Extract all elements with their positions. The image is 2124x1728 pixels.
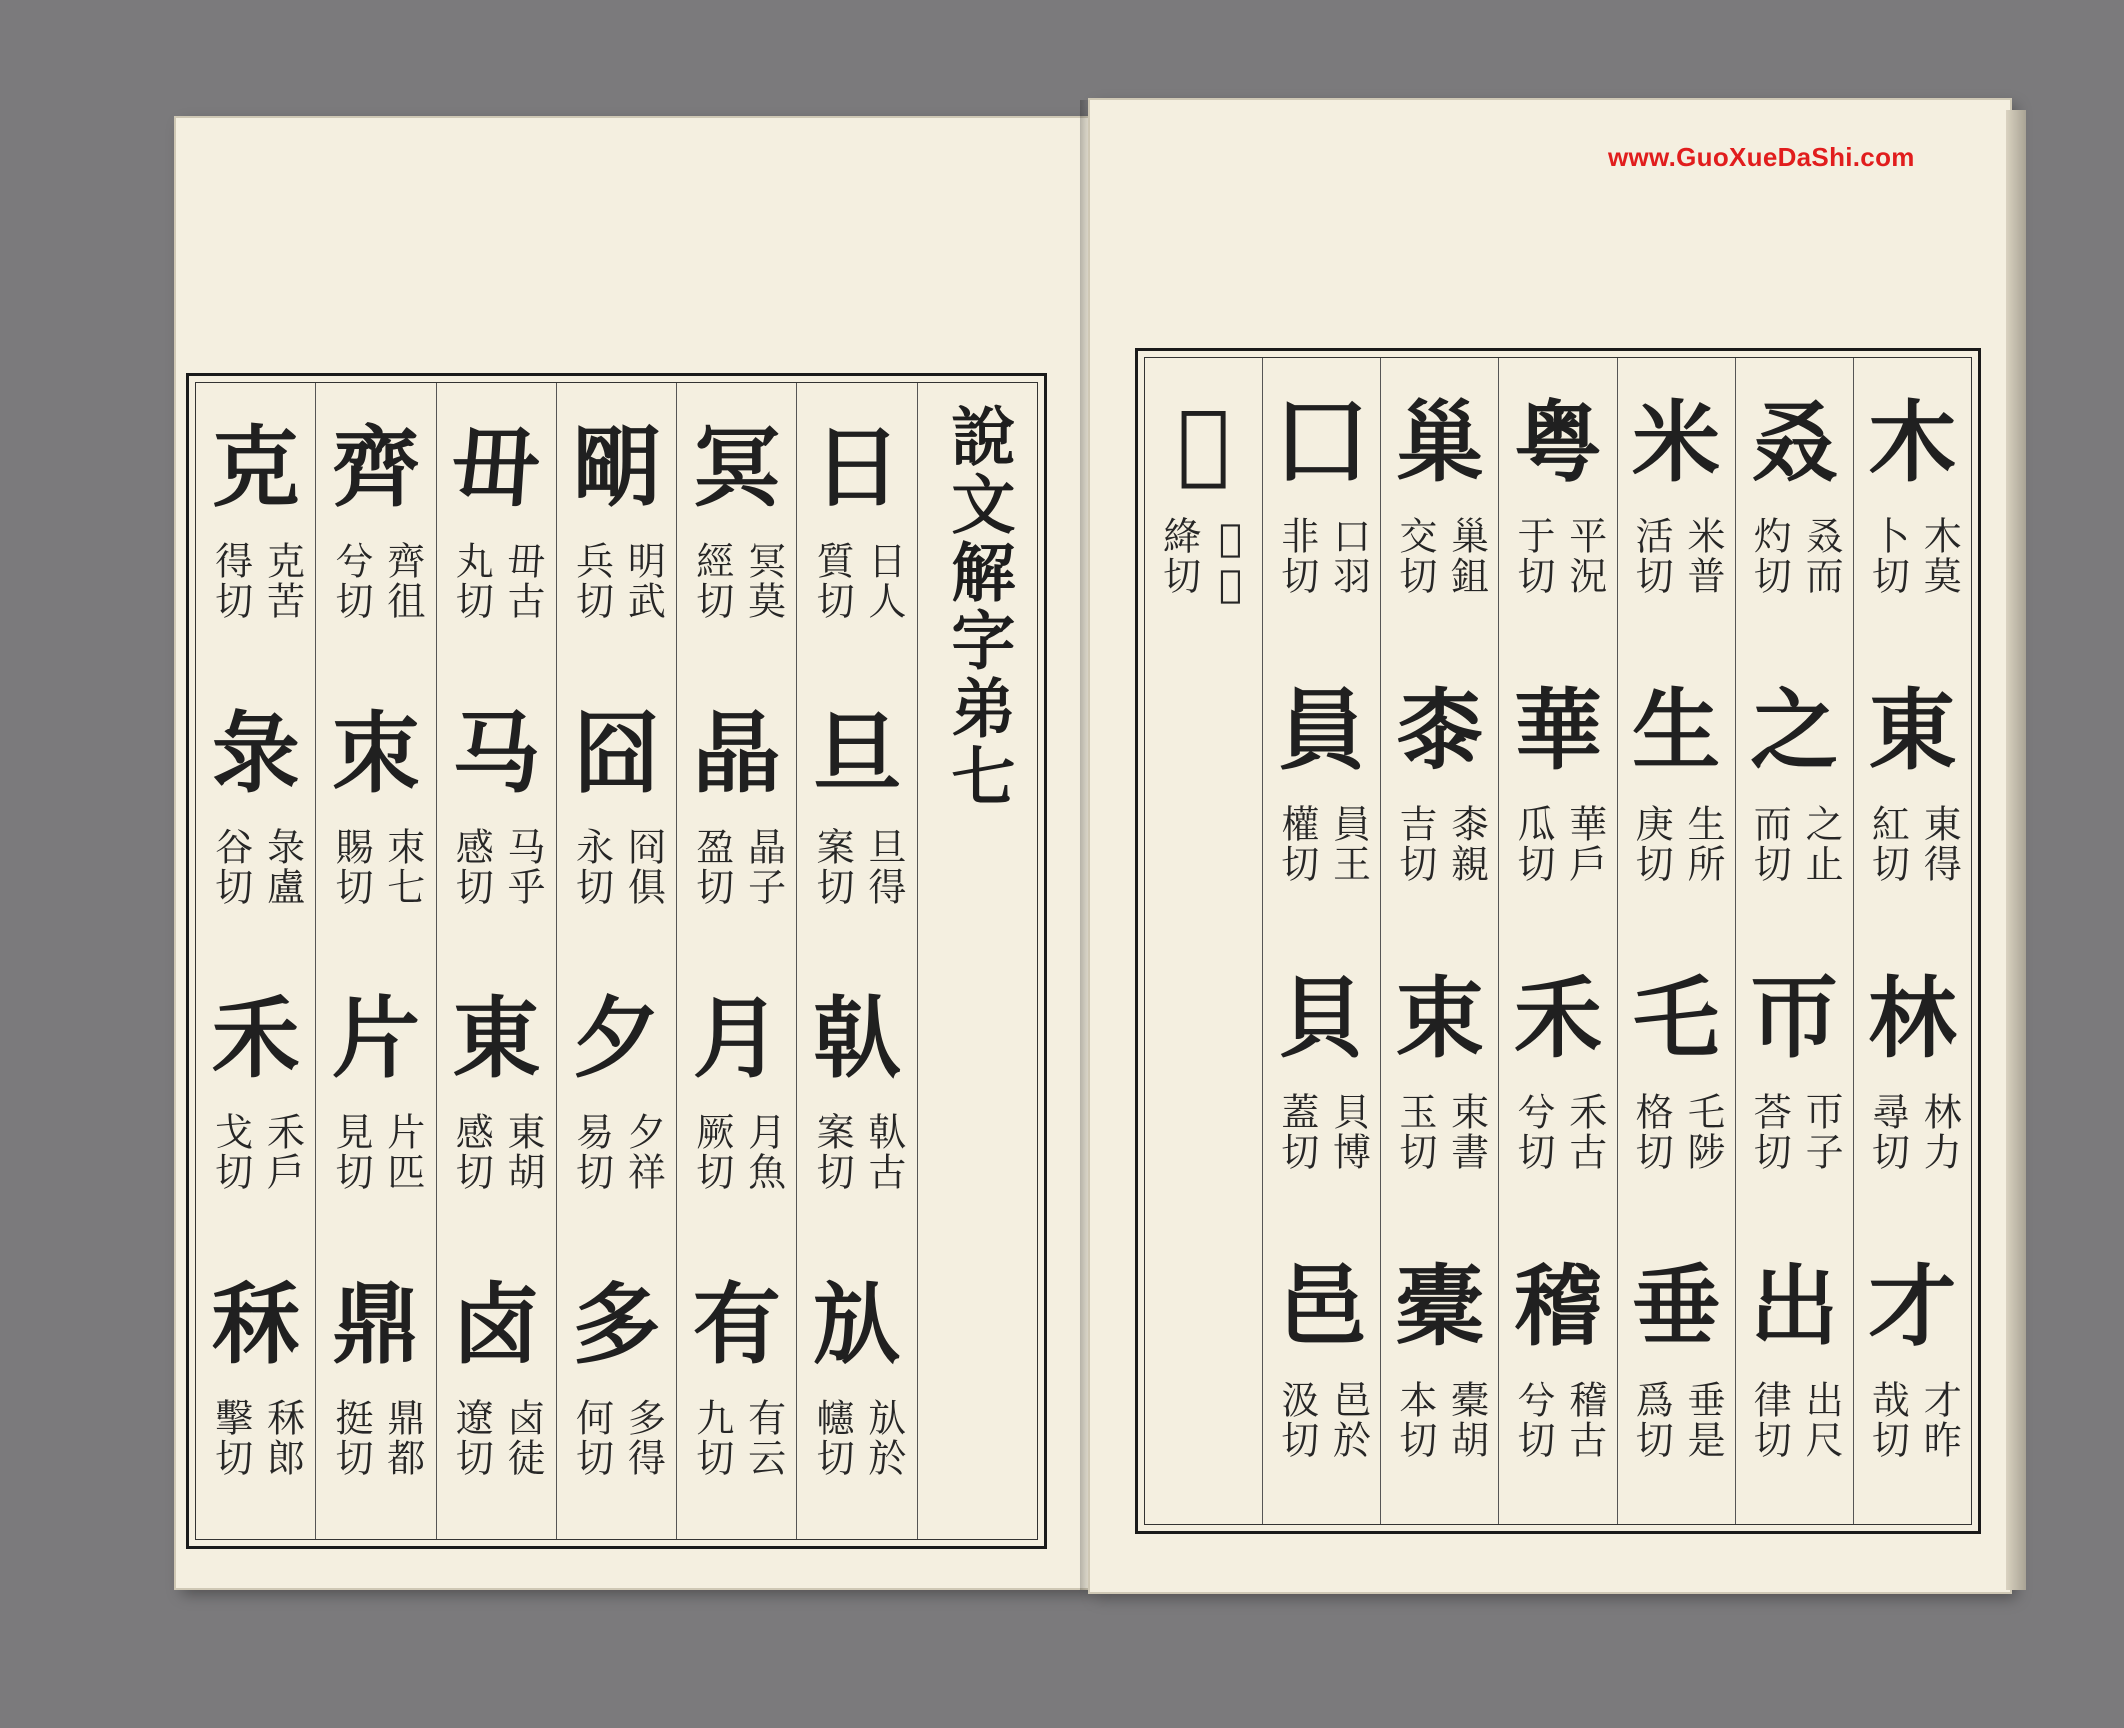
seal-script-character: 鼎: [331, 1271, 420, 1376]
gloss-line: 格切: [1629, 1092, 1674, 1172]
gloss-line: 厥切: [689, 1112, 734, 1192]
dictionary-entry: [1618, 1236, 1735, 1524]
seal-script-character: 囧: [572, 700, 661, 805]
gloss-line: 易切: [569, 1112, 614, 1192]
seal-script-character: 㫃: [813, 1271, 902, 1376]
gloss-line: 庚切: [1629, 804, 1674, 884]
gloss-line: 遼切: [449, 1397, 494, 1478]
dictionary-entry: [1263, 660, 1380, 948]
gloss-line: 盈切: [689, 826, 734, 907]
dictionary-entry: [1618, 948, 1735, 1236]
dictionary-entry: [557, 968, 676, 1254]
seal-script-character: 粤: [1514, 390, 1603, 494]
fanqie-gloss: [570, 827, 664, 907]
seal-script-character: 生: [1632, 678, 1721, 782]
fanqie-gloss: [1275, 1380, 1369, 1460]
fanqie-gloss: [1866, 1092, 1960, 1172]
fanqie-gloss: [209, 827, 303, 907]
text-column: [196, 383, 315, 1539]
gloss-line: 灼切: [1747, 516, 1792, 596]
gloss-line: 兮切: [328, 541, 373, 621]
dictionary-entry: [437, 397, 556, 683]
gloss-line: 哉切: [1865, 1380, 1910, 1460]
dictionary-entry: [437, 683, 556, 969]
dictionary-entry: [797, 968, 916, 1254]
fanqie-gloss: [329, 1112, 423, 1192]
gloss-line: 生所: [1680, 804, 1725, 884]
seal-script-character: 夕: [572, 986, 661, 1090]
seal-script-character: 月: [692, 986, 781, 1090]
gloss-line: 禾古: [1562, 1092, 1607, 1172]
dictionary-entry: [1381, 1236, 1498, 1524]
seal-script-character: 朙: [572, 415, 661, 519]
gloss-line: 丸切: [449, 541, 494, 621]
seal-script-character: 秝: [211, 1271, 300, 1376]
fanqie-gloss: [810, 827, 904, 907]
right-page-frame: [1135, 348, 1981, 1534]
seal-script-character: 禾: [211, 986, 300, 1090]
gloss-line: 朿七: [380, 826, 425, 907]
dictionary-entry: [437, 1254, 556, 1540]
gloss-line: 克苦: [260, 541, 305, 621]
fanqie-gloss: [329, 827, 423, 907]
gloss-line: 明武: [621, 541, 666, 621]
seal-script-character: 林: [1868, 966, 1957, 1070]
watermark-text: www.GuoXueDaShi.com: [1608, 142, 1915, 172]
gloss-line: 活切: [1629, 516, 1674, 596]
left-page: [176, 118, 1091, 1588]
gloss-line: 口羽: [1326, 516, 1371, 596]
gloss-line: 稽古: [1562, 1380, 1607, 1460]
dictionary-entry: [1736, 660, 1853, 948]
gloss-line: 林力: [1917, 1092, 1962, 1172]
gloss-line: 貝博: [1326, 1092, 1371, 1172]
gloss-line: 戈切: [208, 1112, 253, 1192]
fanqie-gloss: [690, 541, 784, 621]
dictionary-entry: [557, 1254, 676, 1540]
gloss-line: 東得: [1917, 804, 1962, 884]
text-column: [1617, 358, 1735, 1524]
fanqie-gloss: [1393, 1092, 1487, 1172]
gloss-line: 感切: [449, 1112, 494, 1192]
seal-script-character: 橐: [1395, 1254, 1484, 1358]
seal-script-character: 東: [452, 986, 541, 1090]
fanqie-gloss: [1275, 516, 1369, 596]
fanqie-gloss: [1747, 516, 1844, 596]
fanqie-gloss: [329, 1398, 423, 1478]
gloss-line: 交切: [1392, 516, 1437, 596]
gloss-line: 而切: [1747, 804, 1792, 884]
fanqie-gloss: [449, 1397, 546, 1478]
fanqie-gloss: [209, 541, 303, 621]
fanqie-gloss: [1629, 804, 1723, 884]
gloss-line: 東胡: [501, 1112, 546, 1192]
gloss-line: 瓜切: [1511, 804, 1555, 884]
dictionary-entry: [316, 968, 435, 1254]
fanqie-gloss: [690, 1398, 784, 1478]
seal-script-character: 員: [1277, 678, 1366, 782]
gloss-line: 兮切: [1511, 1092, 1555, 1172]
seal-script-character: 巢: [1395, 390, 1484, 494]
dictionary-entry: [1736, 948, 1853, 1236]
fanqie-gloss: [570, 1398, 664, 1478]
text-column: [436, 383, 556, 1539]
gloss-line: 米普: [1680, 516, 1725, 596]
fanqie-gloss: [690, 1112, 784, 1192]
seal-script-character: 旦: [813, 700, 902, 805]
dictionary-entry: [1263, 948, 1380, 1236]
dictionary-entry: [1499, 1236, 1616, 1524]
gloss-line: 才昨: [1917, 1380, 1962, 1460]
page-title: 說文解字弟七: [940, 403, 1016, 811]
gloss-line: 鼎都: [380, 1397, 425, 1478]
dictionary-entry: [1381, 660, 1498, 948]
text-column: [676, 383, 796, 1539]
gloss-line: 叒而: [1799, 516, 1844, 596]
gloss-line: 乇陟: [1680, 1092, 1725, 1172]
fanqie-gloss: [209, 1112, 303, 1192]
right-page-columns: [1144, 357, 1972, 1525]
dictionary-entry: [1381, 948, 1498, 1236]
dictionary-entry: [1263, 372, 1380, 660]
fanqie-gloss: [1393, 1380, 1487, 1460]
gloss-line: 尋切: [1865, 1092, 1910, 1172]
gloss-line: 爲切: [1629, 1380, 1674, 1460]
seal-script-character: 囗: [1277, 390, 1366, 494]
gloss-line: 本切: [1392, 1380, 1437, 1460]
gloss-line: 彔盧: [260, 826, 305, 907]
fanqie-gloss: [1511, 516, 1605, 596]
dictionary-entry: [557, 683, 676, 969]
dictionary-entry: [1618, 660, 1735, 948]
dictionary-entry: [797, 683, 916, 969]
gloss-line: 于切: [1511, 516, 1555, 596]
fanqie-gloss: [1275, 1092, 1369, 1172]
gloss-line: 案切: [810, 826, 855, 907]
seal-script-character: 多: [572, 1271, 661, 1376]
fanqie-gloss: [570, 541, 664, 621]
gloss-line: 權切: [1274, 804, 1319, 884]
gloss-line: 得切: [208, 541, 253, 621]
fanqie-gloss: [1511, 1092, 1605, 1172]
gloss-line: 𨛜胡: [1208, 516, 1253, 608]
fanqie-gloss: [1866, 804, 1960, 884]
dictionary-entry: [1736, 372, 1853, 660]
gloss-line: 感切: [449, 826, 494, 907]
text-column: [1380, 358, 1498, 1524]
seal-script-character: 𨛜: [1177, 390, 1230, 494]
fanqie-gloss: [810, 1398, 904, 1478]
gloss-line: 何切: [569, 1397, 614, 1478]
gloss-line: 擊切: [208, 1397, 253, 1478]
dictionary-entry: [557, 397, 676, 683]
dictionary-entry: [196, 683, 315, 969]
gloss-line: 垂是: [1680, 1380, 1725, 1460]
gloss-line: 倝古: [861, 1112, 906, 1192]
seal-script-character: 倝: [813, 986, 902, 1090]
gloss-line: 毌古: [501, 541, 546, 621]
gloss-line: 有云: [741, 1397, 786, 1478]
seal-script-character: 冥: [692, 415, 781, 519]
dictionary-entry: [1263, 1236, 1380, 1524]
gloss-line: 橐胡: [1444, 1380, 1489, 1460]
dictionary-entry: [797, 397, 916, 683]
dictionary-entry: [1499, 372, 1616, 660]
fanqie-gloss: [329, 541, 423, 621]
seal-script-character: 禾: [1514, 966, 1603, 1070]
text-column: [796, 383, 916, 1539]
dictionary-entry: [1854, 372, 1971, 660]
fanqie-gloss: [570, 1112, 664, 1192]
seal-script-character: 束: [1395, 966, 1484, 1070]
fanqie-gloss: [1866, 1380, 1960, 1460]
fanqie-gloss: [1629, 1092, 1723, 1172]
gloss-line: 之止: [1799, 804, 1844, 884]
seal-script-character: 垂: [1632, 1254, 1721, 1358]
dictionary-entry: [1499, 660, 1616, 948]
gloss-line: 九切: [689, 1397, 734, 1478]
gloss-line: 挺切: [328, 1397, 373, 1478]
dictionary-entry: [196, 397, 315, 683]
gloss-line: 玉切: [1392, 1092, 1437, 1172]
gloss-line: 夕祥: [621, 1112, 666, 1192]
seal-script-character: 晶: [692, 700, 781, 805]
dictionary-entry: [677, 397, 796, 683]
gloss-line: 汲切: [1274, 1380, 1319, 1460]
gloss-line: 束書: [1444, 1092, 1489, 1172]
gloss-line: 律切: [1747, 1380, 1792, 1460]
text-column: [1262, 358, 1380, 1524]
gloss-line: 幰切: [810, 1397, 855, 1478]
fanqie-gloss: [1629, 1380, 1723, 1460]
fanqie-gloss: [690, 827, 784, 907]
dictionary-entry: [1854, 660, 1971, 948]
fanqie-gloss: [449, 826, 546, 907]
gloss-line: 兮切: [1511, 1380, 1555, 1460]
dictionary-entry: [437, 968, 556, 1254]
right-page: [1090, 100, 2010, 1592]
seal-script-character: 克: [211, 415, 300, 519]
fanqie-gloss: [810, 541, 904, 621]
gloss-line: 晶子: [741, 826, 786, 907]
fanqie-gloss: [1747, 1380, 1844, 1460]
gloss-line: 荅切: [1747, 1092, 1792, 1172]
fanqie-gloss: [1393, 516, 1487, 596]
gloss-line: 出尺: [1799, 1380, 1844, 1460]
fanqie-gloss: [449, 541, 546, 621]
dictionary-entry: [316, 683, 435, 969]
gloss-line: 質切: [810, 541, 855, 621]
seal-script-character: 出: [1750, 1254, 1839, 1358]
left-page-frame: [186, 373, 1047, 1549]
fanqie-gloss: [810, 1112, 904, 1192]
gloss-line: 帀子: [1799, 1092, 1844, 1172]
fanqie-gloss: [1629, 516, 1723, 596]
seal-script-character: 片: [331, 986, 420, 1090]
dictionary-entry: [677, 683, 796, 969]
fanqie-gloss: [1747, 1092, 1844, 1172]
seal-script-character: 日: [813, 415, 902, 519]
gloss-line: 秝郎: [260, 1397, 305, 1478]
seal-script-character: 齊: [331, 415, 420, 519]
gloss-line: 華戶: [1562, 804, 1607, 884]
dictionary-entry: [677, 1254, 796, 1540]
dictionary-entry: [196, 968, 315, 1254]
dictionary-entry: [1854, 948, 1971, 1236]
gloss-line: 齊徂: [380, 541, 425, 621]
gloss-line: 蓋切: [1274, 1092, 1319, 1172]
gloss-line: 谷切: [208, 826, 253, 907]
gloss-line: 片匹: [380, 1112, 425, 1192]
gloss-line: 非切: [1274, 516, 1319, 596]
gloss-line: 卤徒: [501, 1397, 546, 1478]
gloss-line: 禾戶: [260, 1112, 305, 1192]
seal-script-character: 木: [1868, 390, 1957, 494]
seal-script-character: 彔: [211, 700, 300, 805]
fanqie-gloss: [1275, 804, 1369, 884]
text-column: [315, 383, 435, 1539]
gloss-line: 平況: [1562, 516, 1607, 596]
gloss-line: 多得: [621, 1397, 666, 1478]
seal-script-character: 稽: [1514, 1254, 1603, 1358]
gloss-line: 見切: [328, 1112, 373, 1192]
text-column: [1498, 358, 1616, 1524]
fanqie-gloss: [1511, 1380, 1605, 1460]
gloss-line: 絳切: [1156, 516, 1201, 596]
fanqie-gloss: [209, 1398, 303, 1478]
text-column: [1145, 358, 1262, 1524]
seal-script-character: 乇: [1632, 966, 1721, 1070]
text-column: [1853, 358, 1971, 1524]
title-column: [917, 383, 1037, 1539]
fanqie-gloss: [1511, 804, 1605, 884]
seal-script-character: 才: [1868, 1254, 1957, 1358]
fanqie-gloss: [1157, 516, 1251, 608]
gloss-line: 日人: [861, 541, 906, 621]
fanqie-gloss: [1747, 804, 1844, 884]
gloss-line: 木莫: [1917, 516, 1962, 596]
gloss-line: 永切: [569, 826, 614, 907]
gloss-line: 賜切: [328, 826, 373, 907]
seal-script-character: 毌: [452, 415, 541, 519]
gloss-line: 马乎: [501, 826, 546, 907]
fanqie-gloss: [449, 1112, 546, 1192]
seal-script-character: 有: [692, 1271, 781, 1376]
page-stack-edge: [2006, 110, 2026, 1590]
seal-script-character: 邑: [1277, 1254, 1366, 1358]
seal-script-character: 貝: [1277, 966, 1366, 1070]
left-page-columns: [195, 382, 1038, 1540]
gloss-line: 兵切: [569, 541, 614, 621]
fanqie-gloss: [1393, 804, 1487, 884]
text-column: [1735, 358, 1853, 1524]
gloss-line: 吉切: [1392, 804, 1437, 884]
dictionary-entry: [1854, 1236, 1971, 1524]
dictionary-entry: [196, 1254, 315, 1540]
gloss-line: 桼親: [1444, 804, 1489, 884]
seal-script-character: 桼: [1395, 678, 1484, 782]
gloss-line: 旦得: [861, 826, 906, 907]
dictionary-entry: [316, 397, 435, 683]
dictionary-entry: [1381, 372, 1498, 660]
gloss-line: 邑於: [1326, 1380, 1371, 1460]
gloss-line: 㫃於: [861, 1397, 906, 1478]
seal-script-character: 之: [1750, 678, 1839, 782]
gloss-line: 巢鉏: [1444, 516, 1489, 596]
dictionary-entry: [797, 1254, 916, 1540]
dictionary-entry: [316, 1254, 435, 1540]
seal-script-character: 米: [1632, 390, 1721, 494]
gloss-line: 經切: [689, 541, 734, 621]
seal-script-character: 卤: [452, 1271, 541, 1376]
gloss-line: 員王: [1326, 804, 1371, 884]
gloss-line: 案切: [810, 1112, 855, 1192]
seal-script-character: 叒: [1750, 390, 1839, 494]
seal-script-character: 朿: [331, 700, 420, 805]
text-column: [556, 383, 676, 1539]
gloss-line: 月魚: [741, 1112, 786, 1192]
gloss-line: 卜切: [1865, 516, 1910, 596]
dictionary-entry: [1145, 372, 1262, 662]
seal-script-character: 马: [452, 700, 541, 805]
dictionary-entry: [677, 968, 796, 1254]
dictionary-entry: [1736, 1236, 1853, 1524]
seal-script-character: 帀: [1750, 966, 1839, 1070]
gloss-line: 紅切: [1865, 804, 1910, 884]
fanqie-gloss: [1866, 516, 1960, 596]
dictionary-entry: [1499, 948, 1616, 1236]
dictionary-entry: [1618, 372, 1735, 660]
gloss-line: 冥莫: [741, 541, 786, 621]
seal-script-character: 華: [1514, 678, 1603, 782]
gloss-line: 冏俱: [621, 826, 666, 907]
seal-script-character: 東: [1868, 678, 1957, 782]
